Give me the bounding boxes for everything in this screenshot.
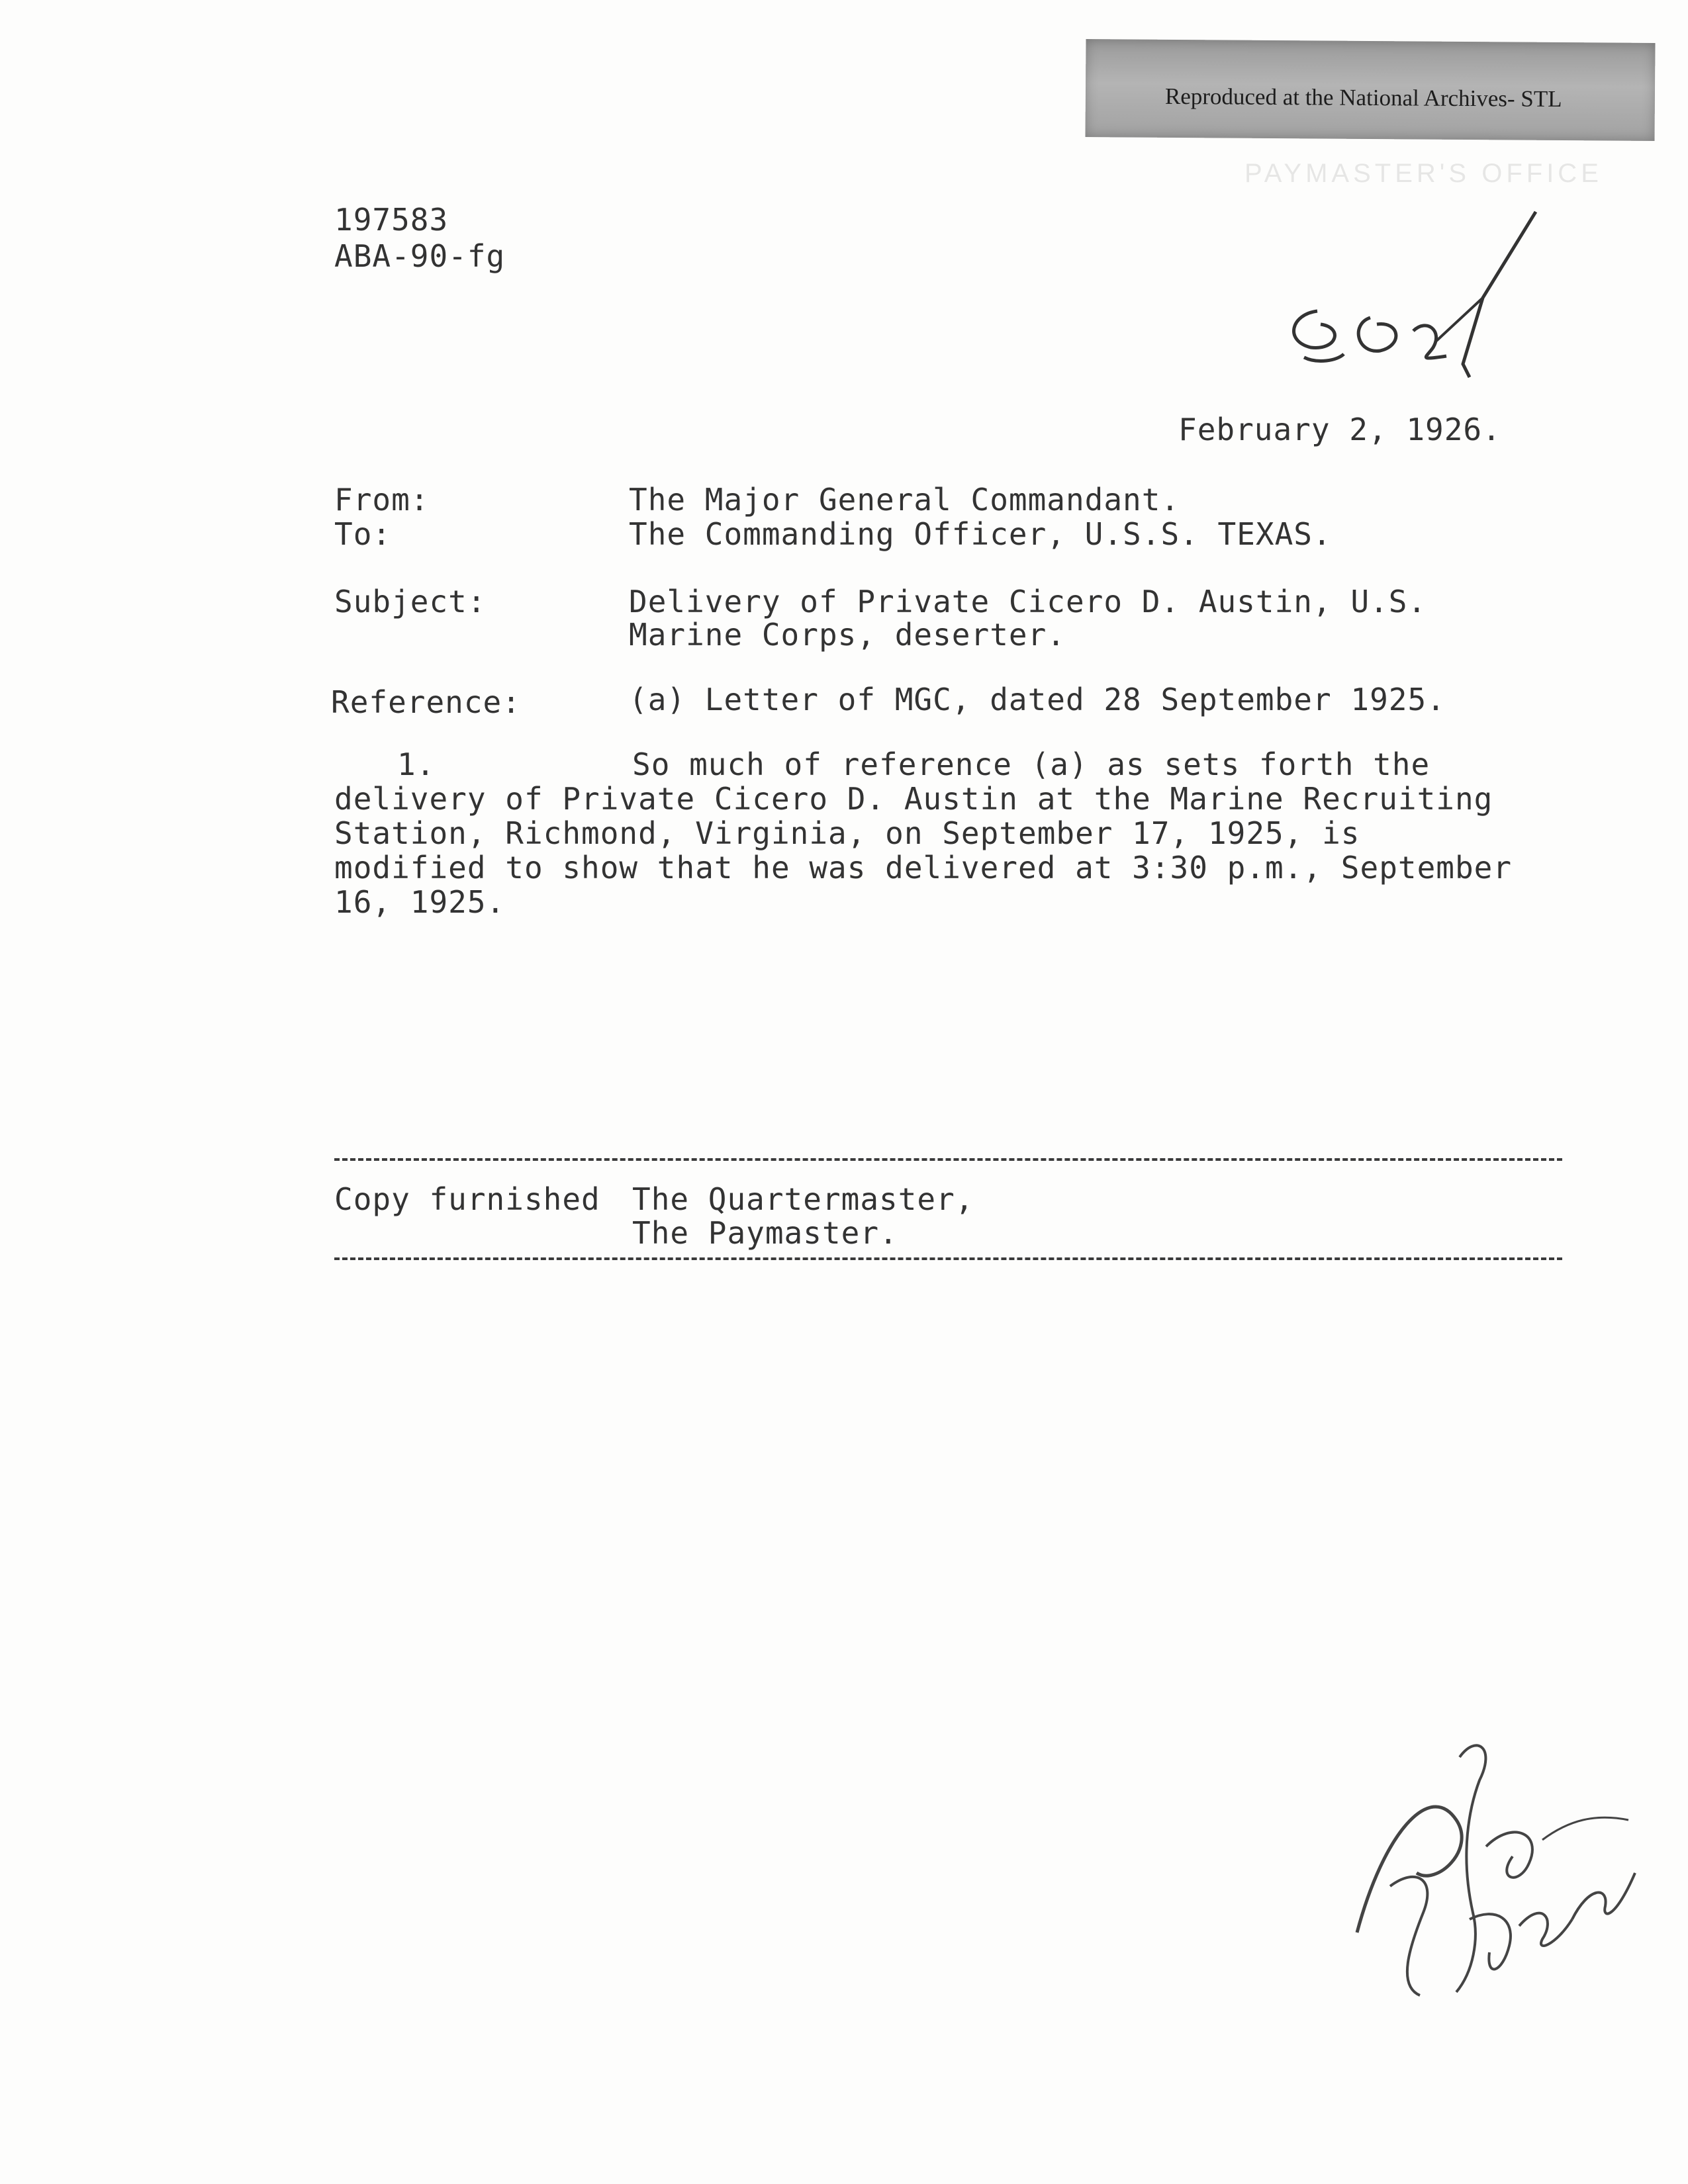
reference-value: (a) Letter of MGC, dated 28 September 1925. [629,682,1446,717]
subject-label: Subject: [334,584,487,619]
from-value: The Major General Commandant. [629,482,1180,518]
body-line-1: So much of reference (a) as sets forth the [632,747,1430,782]
paragraph-number: 1. [397,747,436,782]
copy-furnished-label: Copy furnished [334,1181,600,1217]
handwritten-annotation [1344,1721,1655,2012]
dashed-divider-bottom [334,1257,1562,1260]
faded-office-stamp: PAYMASTER'S OFFICE [1244,159,1603,188]
archive-stamp [1085,39,1655,141]
from-label: From: [334,482,430,518]
body-line-3: Station, Richmond, Virginia, on September 17, 1925, is [334,815,1360,851]
subject-line-1: Delivery of Private Cicero D. Austin, U.S. [629,584,1427,619]
letter-date: February 2, 1926. [1178,412,1501,447]
body-line-4: modified to show that he was delivered at 3:30 p.m., September [334,850,1513,886]
file-code: ABA-90-fg [334,238,506,274]
archive-stamp-label: Reproduced at the National Archives- STL [1164,83,1562,113]
to-value: The Commanding Officer, U.S.S. TEXAS. [629,516,1332,552]
subject-line-2: Marine Corps, deserter. [629,617,1066,653]
body-line-2: delivery of Private Cicero D. Austin at the Marine Recruiting [334,781,1493,817]
body-line-5: 16, 1925. [334,884,506,920]
file-number: 197583 [334,202,449,238]
handwritten-file-mark [1264,199,1556,417]
copy-recipient-2: The Paymaster. [632,1215,898,1251]
copy-recipient-1: The Quartermaster, [632,1181,974,1217]
reference-label: Reference: [331,684,521,720]
to-label: To: [334,516,392,552]
dashed-divider-top [334,1158,1562,1161]
